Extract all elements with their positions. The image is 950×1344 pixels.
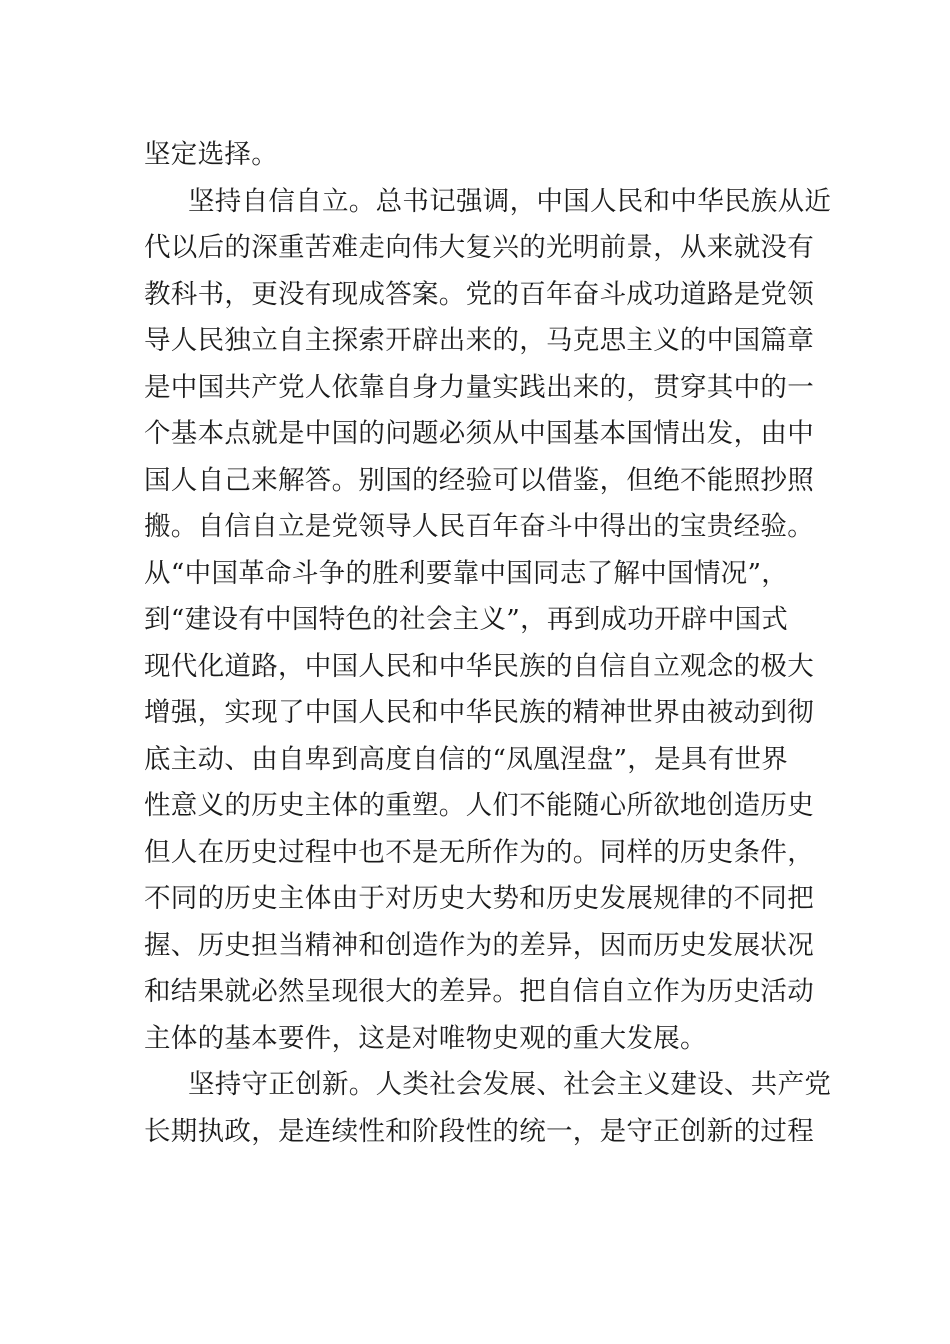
paragraph-first-line: 坚持自信自立。总书记强调，中国人民和中华民族从近	[188, 185, 832, 217]
text-line: 国人自己来解答。别国的经验可以借鉴，但绝不能照抄照	[144, 464, 814, 496]
text-line: 和结果就必然呈现很大的差异。把自信自立作为历史活动	[144, 976, 814, 1007]
text-line: 握、历史担当精神和创造作为的差异，因而历史发展状况	[144, 929, 814, 961]
text-line: 导人民独立自主探索开辟出来的，马克思主义的中国篇章	[144, 325, 814, 356]
text-line: 现代化道路，中国人民和中华民族的自信自立观念的极大	[144, 650, 814, 682]
text-line: 长期执政，是连续性和阶段性的统一，是守正创新的过程	[144, 1115, 814, 1147]
text-line: 从“中国革命斗争的胜利要靠中国同志了解中国情况”，	[144, 557, 789, 589]
text-line: 坚定选择。	[144, 139, 278, 170]
text-line: 是中国共产党人依靠自身力量实践出来的，贯穿其中的一	[144, 371, 814, 403]
text-line: 到“建设有中国特色的社会主义”，再到成功开辟中国式	[144, 604, 789, 635]
text-line: 但人在历史过程中也不是无所作为的。同样的历史条件，	[144, 836, 814, 868]
text-line: 底主动、由自卑到高度自信的“凤凰涅盘”，是具有世界	[144, 743, 789, 775]
text-line: 教科书，更没有现成答案。党的百年奋斗成功道路是党领	[144, 278, 814, 310]
paragraph-first-line: 坚持守正创新。人类社会发展、社会主义建设、共产党	[188, 1069, 832, 1100]
text-line: 搬。自信自立是党领导人民百年奋斗中得出的宝贵经验。	[144, 511, 814, 542]
text-line: 性意义的历史主体的重塑。人们不能随心所欲地创造历史	[144, 790, 814, 821]
body-text	[144, 132, 832, 1155]
text-line: 个基本点就是中国的问题必须从中国基本国情出发，由中	[144, 418, 814, 449]
text-line: 代以后的深重苦难走向伟大复兴的光明前景，从来就没有	[144, 232, 814, 263]
text-line: 主体的基本要件，这是对唯物史观的重大发展。	[144, 1022, 707, 1054]
text-line: 增强，实现了中国人民和中华民族的精神世界由被动到彻	[144, 697, 814, 728]
text-line: 不同的历史主体由于对历史大势和历史发展规律的不同把	[144, 883, 814, 914]
